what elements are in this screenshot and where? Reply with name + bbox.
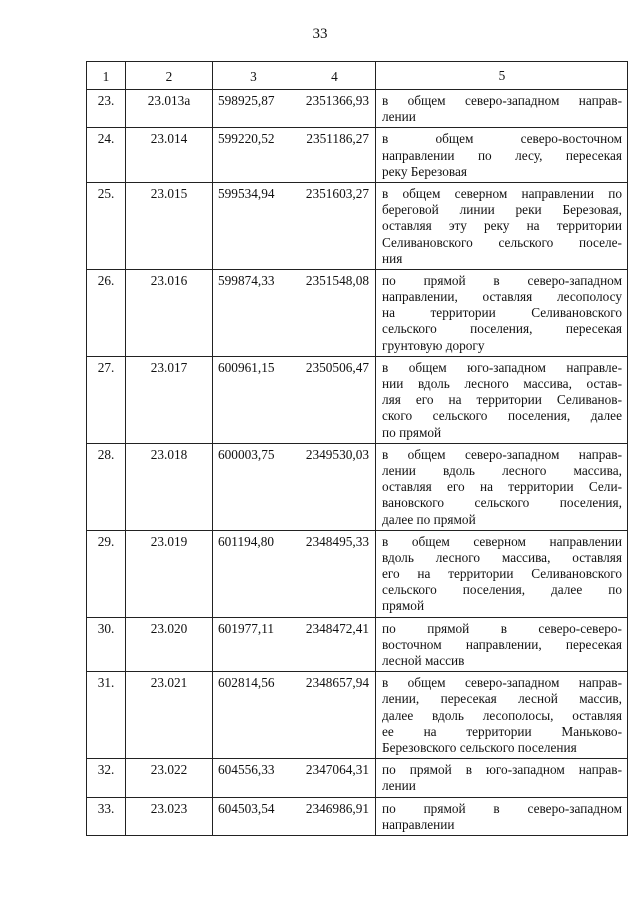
header-col-1: 1 xyxy=(87,62,126,90)
point-id: 23.020 xyxy=(126,617,213,672)
coord-y: 2350506,47 xyxy=(305,359,369,375)
point-id: 23.013а xyxy=(126,90,213,128)
point-id: 23.022 xyxy=(126,759,213,797)
coordinates-cell xyxy=(213,672,376,759)
description-line: в общем юго-западном направле- xyxy=(382,359,622,375)
coordinates-cell xyxy=(213,759,376,797)
coord-x: 604503,54 xyxy=(218,800,275,816)
coordinates-cell xyxy=(213,128,376,183)
page-number: 33 xyxy=(312,26,328,42)
table-row xyxy=(87,759,628,797)
description-line: в общем северо-восточном xyxy=(382,131,622,147)
table-row xyxy=(87,269,628,356)
description-line: далее вдоль лесополосы, оставляя xyxy=(382,707,622,723)
coord-y: 2348657,94 xyxy=(305,675,369,691)
coord-y: 2351366,93 xyxy=(305,93,369,108)
description-line: вановского сельского поселения, xyxy=(382,495,622,511)
description-line: по прямой в юго-западном направ- xyxy=(382,762,622,778)
coord-x: 599534,94 xyxy=(218,185,275,201)
coordinates-cell xyxy=(213,797,376,835)
description-line: реку Березовая xyxy=(382,163,467,179)
description-line: сельского поселения, пересекая xyxy=(382,321,622,337)
table-header-row xyxy=(87,62,628,90)
coord-x: 600961,15 xyxy=(218,359,275,375)
boundary-description xyxy=(376,443,628,530)
header-col-2: 2 xyxy=(126,62,213,90)
boundary-description xyxy=(376,90,628,128)
header-col-3-4 xyxy=(213,62,376,90)
boundary-description xyxy=(376,530,628,617)
coord-y: 2348472,41 xyxy=(305,620,369,636)
description-line: сельского поселения, далее по xyxy=(382,582,622,598)
description-line: грунтовую дорогу xyxy=(382,337,485,353)
description-line: далее по прямой xyxy=(382,511,476,527)
description-line: нии вдоль лесного массива, остав- xyxy=(382,376,622,391)
boundary-description xyxy=(376,672,628,759)
point-id: 23.019 xyxy=(126,530,213,617)
point-id: 23.017 xyxy=(126,356,213,443)
row-number: 28. xyxy=(87,443,126,530)
description-line: оставляя эту реку на территории xyxy=(382,218,622,234)
coord-y: 2351603,27 xyxy=(305,185,369,201)
description-line: ского сельского поселения, далее xyxy=(382,408,622,424)
boundary-description xyxy=(376,128,628,183)
coordinates-cell xyxy=(213,182,376,269)
row-number: 23. xyxy=(87,90,126,128)
description-line: Селивановского сельского поселе- xyxy=(382,234,622,250)
description-line: направлении, оставляя лесополосу xyxy=(382,289,622,305)
description-line: береговой линии реки Березовая, xyxy=(382,202,622,218)
header-col-3: 3 xyxy=(250,69,257,84)
row-number: 32. xyxy=(87,759,126,797)
coordinates-cell xyxy=(213,443,376,530)
description-line: по прямой в северо-северо- xyxy=(382,620,622,636)
boundary-description xyxy=(376,617,628,672)
coordinates-cell xyxy=(213,269,376,356)
row-number: 33. xyxy=(87,797,126,835)
row-number: 26. xyxy=(87,269,126,356)
description-line: в общем северо-западном направ- xyxy=(382,675,622,691)
table-row xyxy=(87,443,628,530)
description-line: лесной массив xyxy=(382,653,465,668)
description-line: восточном направлении, пересекая xyxy=(382,636,622,652)
description-line: направлении по лесу, пересекая xyxy=(382,147,622,163)
coordinates-cell xyxy=(213,356,376,443)
point-id: 23.016 xyxy=(126,269,213,356)
point-id: 23.021 xyxy=(126,672,213,759)
description-line: лении, пересекая лесной массив, xyxy=(382,691,622,707)
coordinates-cell xyxy=(213,530,376,617)
row-number: 24. xyxy=(87,128,126,183)
boundary-description xyxy=(376,759,628,797)
header-col-4: 4 xyxy=(331,69,338,84)
point-id: 23.023 xyxy=(126,797,213,835)
table-row xyxy=(87,797,628,835)
description-line: в общем северо-западном направ- xyxy=(382,446,622,462)
description-line: по прямой в северо-западном xyxy=(382,800,622,816)
table-row xyxy=(87,182,628,269)
row-number: 25. xyxy=(87,182,126,269)
table-row xyxy=(87,128,628,183)
row-number: 31. xyxy=(87,672,126,759)
description-line: Березовского сельского поселения xyxy=(382,739,577,755)
coord-y: 2347064,31 xyxy=(305,762,369,778)
table-row xyxy=(87,90,628,128)
point-id: 23.018 xyxy=(126,443,213,530)
table-row xyxy=(87,356,628,443)
boundary-description xyxy=(376,797,628,835)
description-line: по прямой в северо-западном xyxy=(382,272,622,288)
description-line: прямой xyxy=(382,598,425,614)
description-line: ния xyxy=(382,250,403,266)
coord-x: 601977,11 xyxy=(218,620,275,636)
coord-y: 2351548,08 xyxy=(305,272,369,288)
coord-x: 602814,56 xyxy=(218,675,275,691)
description-line: оставляя его на территории Сели- xyxy=(382,479,622,495)
boundary-description xyxy=(376,182,628,269)
description-line: в общем северном направлении по xyxy=(382,185,622,201)
boundary-description xyxy=(376,269,628,356)
coord-x: 604556,33 xyxy=(218,762,275,778)
description-line: на территории Селивановского xyxy=(382,305,622,321)
header-col-5: 5 xyxy=(376,62,628,90)
coord-y: 2349530,03 xyxy=(305,446,369,462)
point-id: 23.015 xyxy=(126,182,213,269)
row-number: 27. xyxy=(87,356,126,443)
boundary-description xyxy=(376,356,628,443)
table-row xyxy=(87,672,628,759)
description-line: ее на территории Маньково- xyxy=(382,723,622,739)
coordinates-cell xyxy=(213,617,376,672)
table-row xyxy=(87,617,628,672)
description-line: направлении xyxy=(382,816,455,832)
row-number: 29. xyxy=(87,530,126,617)
description-line: лении вдоль лесного массива, xyxy=(382,462,622,478)
description-line: лении xyxy=(382,109,416,125)
coord-y: 2346986,91 xyxy=(305,800,369,816)
point-id: 23.014 xyxy=(126,128,213,183)
coord-x: 600003,75 xyxy=(218,446,275,462)
coord-x: 599874,33 xyxy=(218,272,275,288)
description-line: вдоль лесного массива, оставляя xyxy=(382,549,622,565)
coord-x: 599220,52 xyxy=(218,131,275,147)
row-number: 30. xyxy=(87,617,126,672)
coord-y: 2351186,27 xyxy=(306,131,369,147)
description-line: лении xyxy=(382,778,416,794)
coordinates-table xyxy=(86,61,628,836)
description-line: в общем северо-западном направ- xyxy=(382,93,622,108)
description-line: в общем северном направлении xyxy=(382,533,622,549)
description-line: его на территории Селивановского xyxy=(382,566,622,582)
coordinates-cell xyxy=(213,90,376,128)
description-line: ляя его на территории Селиванов- xyxy=(382,392,622,408)
table-row xyxy=(87,530,628,617)
coord-y: 2348495,33 xyxy=(305,533,369,549)
coord-x: 601194,80 xyxy=(218,533,275,549)
coord-x: 598925,87 xyxy=(218,93,275,108)
description-line: по прямой xyxy=(382,424,442,440)
